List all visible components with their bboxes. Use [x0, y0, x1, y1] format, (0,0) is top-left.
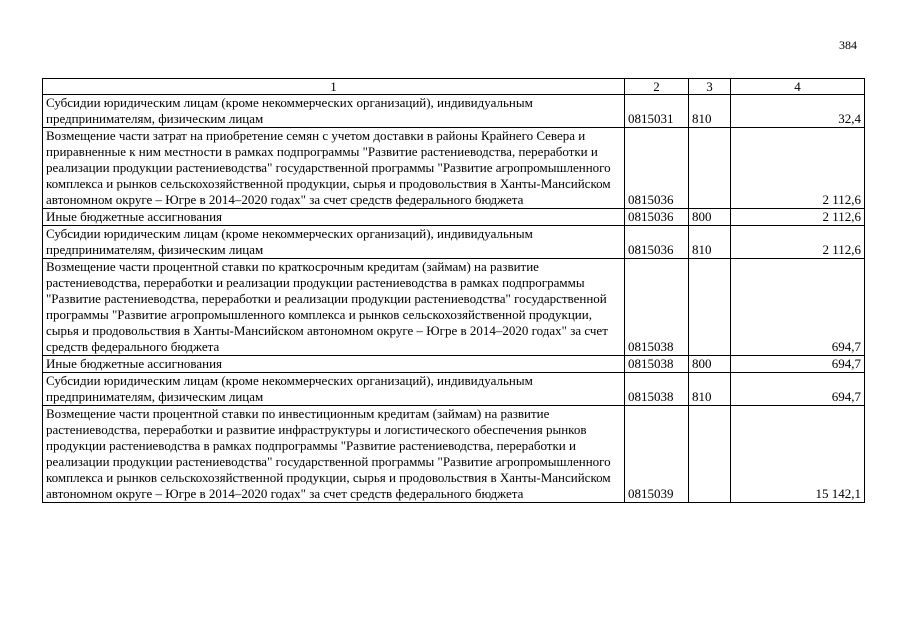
row-expense-type-code: 810	[689, 95, 731, 128]
row-target-item-code: 0815036	[625, 128, 689, 209]
column-header-description: 1	[43, 79, 625, 95]
row-amount: 2 112,6	[731, 128, 865, 209]
row-expense-type-code	[689, 259, 731, 356]
row-target-item-code: 0815036	[625, 226, 689, 259]
table-row	[43, 226, 865, 259]
header-row	[43, 79, 865, 95]
row-target-item-code: 0815038	[625, 356, 689, 373]
row-target-item-code: 0815038	[625, 373, 689, 406]
row-amount: 2 112,6	[731, 226, 865, 259]
row-description: Субсидии юридическим лицам (кроме некоммерческих организаций), индивидуальным предпринимателям, физическим лицам	[43, 226, 625, 259]
row-amount: 2 112,6	[731, 209, 865, 226]
table-row	[43, 406, 865, 503]
page-number: 384	[839, 38, 857, 52]
row-target-item-code: 0815031	[625, 95, 689, 128]
row-amount: 694,7	[731, 373, 865, 406]
column-header-target-item: 2	[625, 79, 689, 95]
row-description: Иные бюджетные ассигнования	[43, 209, 625, 226]
row-expense-type-code: 800	[689, 356, 731, 373]
table-row	[43, 259, 865, 356]
budget-table	[42, 78, 865, 503]
row-description: Иные бюджетные ассигнования	[43, 356, 625, 373]
column-header-amount: 4	[731, 79, 865, 95]
row-target-item-code: 0815036	[625, 209, 689, 226]
row-expense-type-code: 810	[689, 226, 731, 259]
row-description: Субсидии юридическим лицам (кроме некоммерческих организаций), индивидуальным предпринимателям, физическим лицам	[43, 373, 625, 406]
row-expense-type-code	[689, 128, 731, 209]
table-row	[43, 128, 865, 209]
row-description: Возмещение части процентной ставки по инвестиционным кредитам (займам) на развитие растениеводства, переработки и развитие инфраструктуры и логистического обеспечения рынков продукции растениеводства в рамках подпрограммы "Развитие растениеводства, переработки и реализации продукции растениеводства" государственной программы "Развитие агропромышленного комплекса и рынков сельскохозяйственной продукции, сырья и продовольствия в Ханты-Мансийском автономном округе – Югре в 2014–2020 годах" за счет средств федерального бюджета	[43, 406, 625, 503]
table-row	[43, 373, 865, 406]
row-expense-type-code	[689, 406, 731, 503]
row-amount: 15 142,1	[731, 406, 865, 503]
row-target-item-code: 0815038	[625, 259, 689, 356]
column-header-expense-type: 3	[689, 79, 731, 95]
table-row	[43, 95, 865, 128]
table-row	[43, 209, 865, 226]
row-expense-type-code: 810	[689, 373, 731, 406]
row-amount: 694,7	[731, 356, 865, 373]
row-expense-type-code: 800	[689, 209, 731, 226]
row-description: Субсидии юридическим лицам (кроме некоммерческих организаций), индивидуальным предпринимателям, физическим лицам	[43, 95, 625, 128]
row-amount: 32,4	[731, 95, 865, 128]
row-description: Возмещение части затрат на приобретение семян с учетом доставки в районы Крайнего Севера и приравненные к ним местности в рамках подпрограммы "Развитие растениеводства, переработки и реализации продукции растениеводства" государственной программы "Развитие агропромышленного комплекса и рынков сельскохозяйственной продукции, сырья и продовольствия в Ханты-Мансийском автономном округе – Югре в 2014–2020 годах" за счет средств федерального бюджета	[43, 128, 625, 209]
row-target-item-code: 0815039	[625, 406, 689, 503]
table-row	[43, 356, 865, 373]
row-amount: 694,7	[731, 259, 865, 356]
row-description: Возмещение части процентной ставки по краткосрочным кредитам (займам) на развитие растениеводства, переработки и реализации продукции растениеводства в рамках подпрограммы "Развитие растениеводства, переработки и реализации продукции растениеводства" государственной программы "Развитие агропромышленного комплекса и рынков сельскохозяйственной продукции, сырья и продовольствия в Ханты-Мансийском автономном округе – Югре в 2014–2020 годах" за счет средств федерального бюджета	[43, 259, 625, 356]
